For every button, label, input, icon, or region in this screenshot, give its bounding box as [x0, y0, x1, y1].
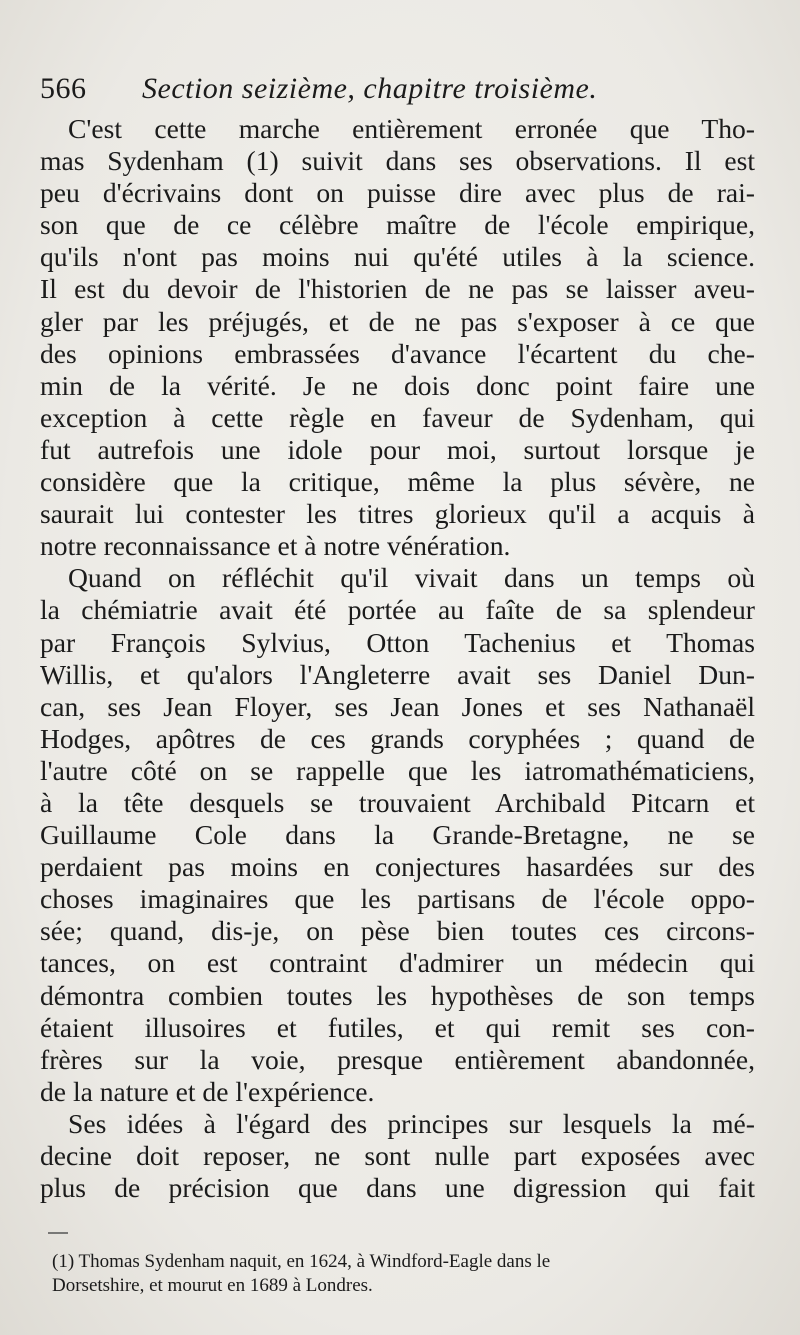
paragraph [40, 562, 755, 1108]
text-line: choses imaginaires que les partisans de l'école oppo- [40, 883, 755, 915]
text-line: gler par les préjugés, et de ne pas s'exposer à ce que [40, 305, 755, 337]
text-line: de la nature et de l'expérience. [40, 1075, 375, 1107]
running-head: Section seizième, chapitre troisième. [142, 72, 598, 105]
text-line: Ses idées à l'égard des principes sur lesquels la mé- [68, 1107, 755, 1139]
text-line: decine doit reposer, ne sont nulle part exposées avec [40, 1140, 755, 1171]
paragraph [40, 113, 755, 562]
text-line: notre reconnaissance et à notre vénération. [40, 530, 511, 562]
text-line: frères sur la voie, presque entièrement abandonnée, [40, 1043, 755, 1075]
footnote-line: Dorsetshire, et mourut en 1689 à Londres. [52, 1275, 373, 1296]
text-line: min de la vérité. Je ne dois donc point faire une [40, 369, 755, 401]
text-line: Willis, et qu'alors l'Angleterre avait ses Daniel Dun- [40, 658, 755, 690]
text-line: perdaient pas moins en conjectures hasardées sur des [40, 851, 755, 883]
text-line: exception à cette règle en faveur de Sydenham, qui [40, 401, 755, 433]
text-line: fut autrefois une idole pour moi, surtout lorsque je [40, 433, 755, 465]
text-line: C'est cette marche entièrement erronée que Tho- [68, 113, 755, 144]
text-line: Hodges, apôtres de ces grands coryphées ; quand de [40, 722, 755, 754]
text-line: des opinions embrassées d'avance l'écartent du che- [40, 337, 755, 369]
text-line: mas Sydenham (1) suivit dans ses observations. Il est [40, 145, 755, 177]
text-line: Il est du devoir de l'historien de ne pas se laisser aveu- [40, 273, 755, 305]
footnote-rule [48, 1230, 128, 1236]
text-line: peu d'écrivains dont on puisse dire avec plus de rai- [40, 177, 755, 209]
text-line: qu'ils n'ont pas moins nui qu'été utiles à la science. [40, 241, 755, 273]
page-number: 566 [40, 72, 87, 105]
text-line: Quand on réfléchit qu'il vivait dans un temps où [68, 562, 755, 594]
page-header [40, 70, 760, 114]
body-text [40, 113, 755, 1204]
text-line: saurait lui contester les titres glorieux qu'il a acquis à [40, 498, 755, 530]
text-line: la chémiatrie avait été portée au faîte de sa splendeur [40, 594, 755, 626]
text-line: à la tête desquels se trouvaient Archibald Pitcarn et [40, 786, 755, 818]
text-line: étaient illusoires et futiles, et qui remit ses con- [40, 1011, 755, 1043]
text-line: sée; quand, dis-je, on pèse bien toutes ces circons- [40, 915, 755, 947]
text-line: son que de ce célèbre maître de l'école empirique, [40, 209, 755, 241]
paragraph [40, 1108, 755, 1204]
text-line: plus de précision que dans une digression qui fait [40, 1172, 755, 1204]
text-line: Guillaume Cole dans la Grande-Bretagne, ne se [40, 819, 755, 851]
text-line: can, ses Jean Floyer, ses Jean Jones et ses Nathanaël [40, 690, 755, 722]
text-line: l'autre côté on se rappelle que les iatromathématiciens, [40, 754, 755, 786]
text-line: par François Sylvius, Otton Tachenius et Thomas [40, 626, 755, 658]
footnote-line: (1) Thomas Sydenham naquit, en 1624, à Windford-Eagle dans le [52, 1251, 551, 1272]
text-line: démontra combien toutes les hypothèses de son temps [40, 979, 755, 1011]
text-line: tances, on est contraint d'admirer un médecin qui [40, 947, 755, 979]
text-line: considère que la critique, même la plus sévère, ne [40, 466, 755, 498]
footnotes [52, 1250, 772, 1298]
